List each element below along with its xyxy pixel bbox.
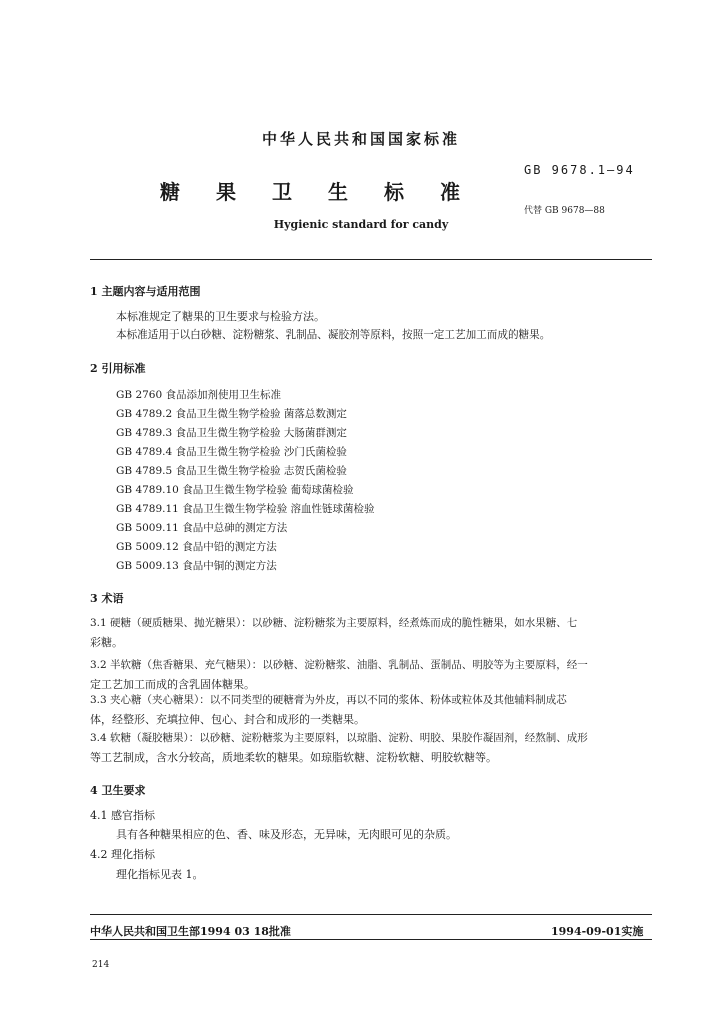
reference-item: GB 4789.11 食品卫生微生物学检验 溶血性链球菌检验: [116, 503, 375, 515]
replaces-note: 代替 GB 9678—88: [524, 206, 605, 216]
term-3-3-line-2: 体，经整形、充填拉伸、包心、封合和成形的一类糖果。: [90, 713, 365, 726]
reference-item: GB 4789.10 食品卫生微生物学检验 葡萄球菌检验: [116, 484, 354, 496]
footer-divider: [90, 914, 652, 915]
subsection-4-1-heading: 4.1 感官指标: [90, 809, 155, 822]
term-3-4-line-2: 等工艺制成，含水分较高，质地柔软的糖果。如琼脂软糖、淀粉软糖、明胶软糖等。: [90, 751, 497, 764]
term-3-4-line-1: 3.4 软糖（凝胶糖果）：以砂糖、淀粉糖浆为主要原料，以琼脂、淀粉、明胶、果胶作凝固剂，经熬制、成形: [90, 732, 588, 744]
english-subtitle: Hygienic standard for candy: [273, 218, 449, 231]
header-divider: [90, 259, 652, 260]
section-3-heading: 3 术语: [90, 592, 124, 605]
reference-item: GB 5009.11 食品中总砷的测定方法: [116, 522, 288, 534]
national-standard-heading: 中华人民共和国国家标准: [261, 130, 460, 148]
reference-item: GB 4789.5 食品卫生微生物学检验 志贺氏菌检验: [116, 465, 347, 477]
section-2-heading: 2 引用标准: [90, 362, 146, 375]
reference-item: GB 4789.2 食品卫生微生物学检验 菌落总数测定: [116, 408, 347, 420]
footer-bottom-divider: [90, 939, 652, 940]
term-3-2-line-2: 定工艺加工而成的含乳固体糖果。: [90, 678, 255, 691]
term-3-1-line-1: 3.1 硬糖（硬质糖果、抛光糖果）：以砂糖、淀粉糖浆为主要原料，经煮炼而成的脆性糖果，如水果糖、七: [90, 617, 578, 629]
term-3-3-line-1: 3.3 夹心糖（夹心糖果）：以不同类型的硬糖膏为外皮，再以不同的浆体、粉体或粒体及其他辅料制成芯: [90, 694, 567, 706]
section-1-heading: 1 主题内容与适用范围: [90, 285, 201, 298]
page-number: 214: [92, 960, 110, 970]
reference-item: GB 5009.13 食品中铜的测定方法: [116, 560, 277, 572]
approval-line: 中华人民共和国卫生部1994 03 18批准: [90, 925, 291, 938]
page-title: 糖果卫生标准: [160, 180, 496, 204]
section-1-paragraph-1: 本标准规定了糖果的卫生要求与检验方法。: [116, 310, 325, 323]
subsection-4-1-text: 具有各种糖果相应的色、香、味及形态，无异味，无肉眼可见的杂质。: [116, 828, 457, 841]
term-3-1-line-2: 彩糖。: [90, 636, 123, 649]
subsection-4-2-heading: 4.2 理化指标: [90, 848, 155, 861]
reference-item: GB 5009.12 食品中铅的测定方法: [116, 541, 277, 553]
reference-item: GB 4789.4 食品卫生微生物学检验 沙门氏菌检验: [116, 446, 347, 458]
section-1-paragraph-2: 本标准适用于以白砂糖、淀粉糖浆、乳制品、凝胶剂等原料，按照一定工艺加工而成的糖果。: [116, 329, 551, 341]
reference-item: GB 2760 食品添加剂使用卫生标准: [116, 389, 282, 401]
subsection-4-2-text: 理化指标见表 1。: [116, 868, 204, 881]
reference-item: GB 4789.3 食品卫生微生物学检验 大肠菌群测定: [116, 427, 347, 439]
effective-date: 1994-09-01实施: [551, 925, 644, 938]
section-4-heading: 4 卫生要求: [90, 784, 146, 797]
standard-code: GB 9678.1—94: [524, 163, 635, 177]
term-3-2-line-1: 3.2 半软糖（焦香糖果、充气糖果）：以砂糖、淀粉糖浆、油脂、乳制品、蛋制品、明胶等为主要原料，经一: [90, 659, 588, 671]
